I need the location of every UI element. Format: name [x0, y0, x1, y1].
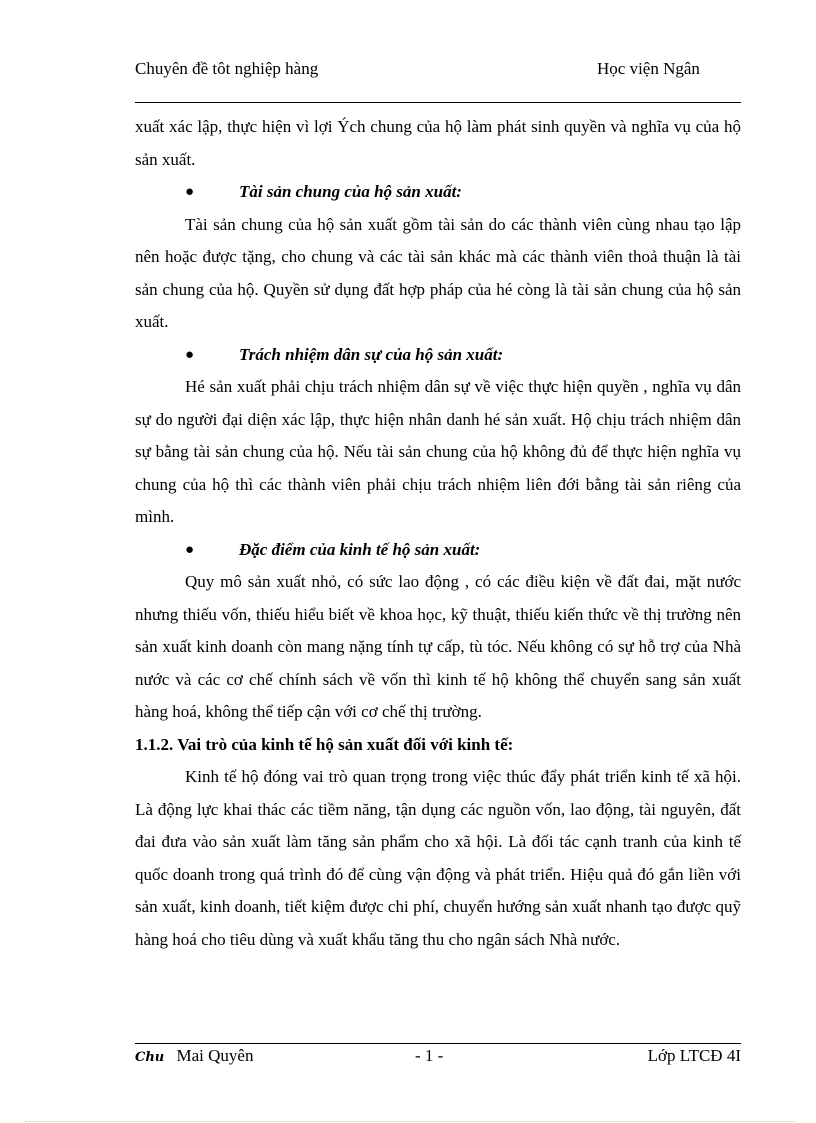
bullet-heading-characteristics: [135, 534, 741, 567]
bullet-icon: ●: [185, 541, 195, 558]
paragraph-characteristics: Quy mô sản xuất nhỏ, có sức lao động , có các điều kiện về đất đai, mặt nước nhưng thiếu vốn, thiếu hiểu biết về khoa học, kỹ thuật, thiếu kiến thức về thị trường nên sản xuất kinh doanh còn mang nặng tính tự cấp, tù tóc. Nếu không có sự hỗ trợ của Nhà nước và các cơ chế chính sách về vốn thì kinh tế hộ không thể chuyển sang sản xuất hàng hoá, không thể tiếp cận với cơ chế thị trường.: [135, 572, 741, 721]
bullet-icon: ●: [185, 184, 195, 200]
signature-mark: Chu: [135, 1050, 165, 1065]
bullet-heading-text: Trách nhiệm dân sự của hộ sản xuất:: [239, 344, 504, 364]
header-right-text: Học viện Ngân: [597, 59, 700, 78]
paragraph-continuation: xuất xác lập, thực hiện vì lợi Ých chung của hộ làm phát sinh quyền và nghĩa vụ của hộ sản xuất.: [135, 117, 741, 169]
page-number: - 1 -: [415, 1046, 444, 1065]
page-body: [135, 111, 741, 956]
bullet-heading-text: Đặc điểm của kinh tế hộ sản xuất:: [239, 539, 481, 559]
paragraph-civil-liability: Hé sản xuất phải chịu trách nhiệm dân sự về việc thực hiện quyền , nghĩa vụ dân sự do người đại diện xác lập, thực hiện nhân danh hé sản xuất. Hộ chịu trách nhiệm dân sự bằng tài sản chung của hộ. Nếu tài sản chung của hộ không đủ để thực hiện nghĩa vụ chung của hộ thì các thành viên phải chịu trách nhiệm liên đới bằng tài sản riêng của mình.: [135, 377, 741, 526]
page-header: [135, 58, 741, 103]
bullet-heading-text: Tài sản chung của hộ sản xuất:: [239, 182, 462, 201]
author-name: Mai Quyên: [176, 1046, 254, 1065]
paragraph-common-assets: Tài sản chung của hộ sản xuất gồm tài sản do các thành viên cùng nhau tạo lập nên hoặc được tặng, cho chung và các tài sản khác mà các thành viên thoả thuận là tài sản chung của hộ. Quyền sử dụng đất hợp pháp của hé còng là tài sản chung của hộ sản xuất.: [135, 214, 741, 331]
page-footer: [135, 1043, 741, 1070]
bullet-icon: ●: [185, 346, 195, 363]
header-left-text: Chuyên đề tôt nghiệp hàng: [135, 59, 319, 78]
footer-author: [135, 1046, 253, 1066]
bullet-heading-common-assets: [135, 176, 741, 209]
footer-class: Lớp LTCĐ 4I: [647, 1046, 741, 1065]
page-bottom-edge: [25, 1121, 795, 1122]
paragraph-role: Kinh tế hộ đóng vai trò quan trọng trong việc thúc đẩy phát triển kinh tế xã hội. Là động lực khai thác các tiềm năng, tận dụng các nguồn vốn, lao động, tài nguyên, đất đai đưa vào sản xuất làm tăng sản phẩm cho xã hội. Là đối tác cạnh tranh của kinh tế quốc doanh trong quá trình đó để cùng vận động và phát triển. Hiệu quả đó gắn liền với sản xuất, kinh doanh, tiết kiệm được chi phí, chuyển hướng sản xuất nhanh tạo được quỹ hàng hoá cho tiêu dùng và xuất khẩu tăng thu cho ngân sách Nhà nước.: [135, 767, 741, 949]
section-heading: 1.1.2. Vai trò của kinh tế hộ sản xuất đối với kinh tế:: [135, 734, 514, 754]
bullet-heading-civil-liability: [135, 339, 741, 372]
